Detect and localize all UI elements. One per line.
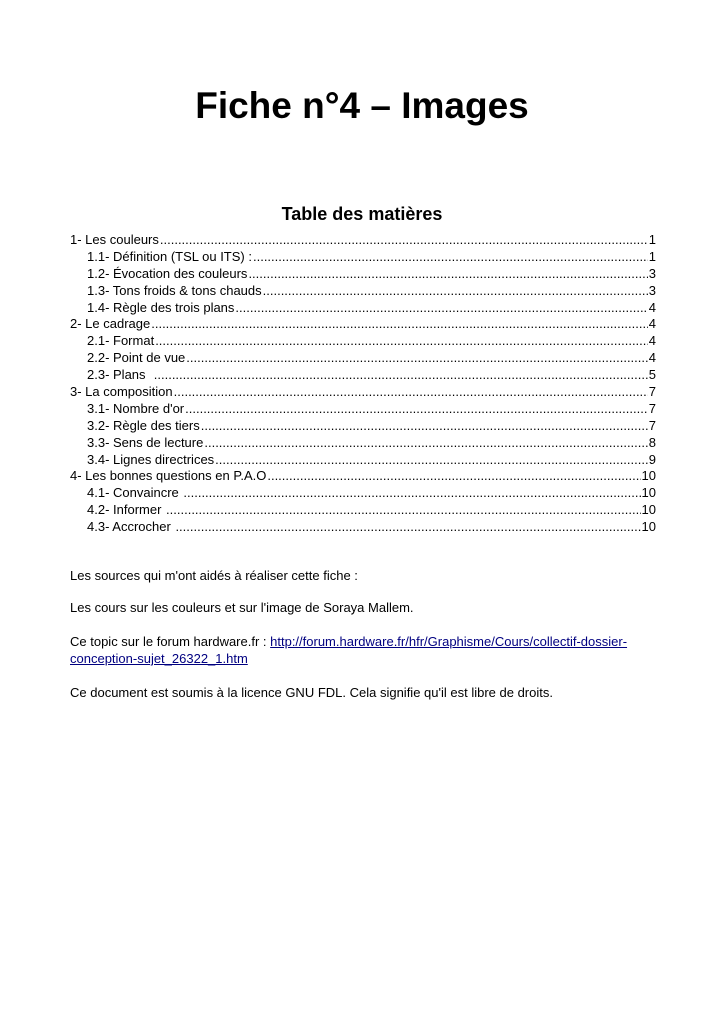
toc-entry[interactable] (70, 401, 656, 418)
table-of-contents (70, 232, 656, 536)
toc-entry-text: 2.3- Plans (87, 367, 153, 383)
toc-entry-page: 10 (641, 468, 656, 484)
page-title: Fiche n°4 – Images (195, 85, 529, 126)
toc-entry[interactable] (70, 468, 656, 485)
toc-entry[interactable] (70, 232, 656, 249)
toc-entry[interactable] (70, 502, 656, 519)
toc-heading: Table des matières (281, 204, 443, 224)
toc-entry-text: 1.1- Définition (TSL ou ITS) : (87, 248, 252, 264)
toc-dot-leader (263, 283, 648, 300)
toc-dot-leader (155, 333, 648, 350)
toc-dot-leader (185, 401, 648, 418)
toc-entry[interactable] (70, 316, 656, 333)
source-2-link[interactable]: http://forum.hardware.fr/hfr/Graphisme/Cours/collectif-dossier-conception-sujet_26322_1.htm (70, 634, 628, 666)
toc-entry-text: 3.3- Sens de lecture (87, 434, 204, 450)
toc-entry-text: 1- Les couleurs (70, 232, 159, 247)
toc-dot-leader (248, 266, 647, 283)
toc-entry-text: 2- Le cadrage (70, 316, 151, 332)
toc-dot-leader (215, 452, 648, 469)
toc-dot-leader (201, 418, 648, 435)
toc-dot-leader (166, 502, 641, 519)
toc-entry[interactable] (70, 418, 656, 435)
toc-dot-leader (204, 435, 647, 452)
toc-entry-text: 3.4- Lignes directrices (87, 451, 215, 467)
toc-entry[interactable] (70, 300, 656, 317)
toc-dot-leader (160, 232, 648, 249)
toc-entry-text: 2.2- Point de vue (87, 350, 186, 366)
toc-entry-text: 3.2- Règle des tiers (87, 417, 200, 433)
toc-entry[interactable] (70, 452, 656, 469)
toc-entry[interactable] (70, 283, 656, 300)
toc-entry-text: 3- La composition (70, 384, 173, 400)
toc-entry-page: 1 (648, 248, 656, 264)
toc-entry[interactable] (70, 249, 656, 266)
toc-entry[interactable] (70, 435, 656, 452)
toc-entry-page: 3 (648, 265, 656, 281)
toc-entry-text: 4- Les bonnes questions en P.A.O (70, 468, 267, 484)
toc-dot-leader (174, 384, 648, 401)
license-text: Ce document est soumis à la licence GNU FDL. Cela signifie qu'il est libre de droits. (70, 685, 553, 700)
toc-entry-page: 4 (648, 350, 656, 366)
toc-entry-page: 5 (648, 367, 656, 383)
toc-entry-page: 3 (648, 282, 656, 298)
sources-intro: Les sources qui m'ont aidés à réaliser cette fiche : (70, 568, 358, 583)
toc-entry-text: 4.2- Informer (87, 502, 166, 518)
toc-entry-page: 4 (648, 333, 656, 349)
toc-entry[interactable] (70, 367, 656, 384)
source-1: Les cours sur les couleurs et sur l'image de Soraya Mallem. (70, 600, 414, 615)
toc-entry-text: 1.4- Règle des trois plans (87, 299, 235, 315)
toc-dot-leader (183, 485, 640, 502)
toc-entry-page: 8 (648, 434, 656, 450)
toc-entry-page: 10 (641, 485, 656, 501)
toc-entry-page: 9 (648, 451, 656, 467)
toc-entry[interactable] (70, 266, 656, 283)
toc-dot-leader (253, 249, 648, 266)
toc-dot-leader (175, 519, 640, 536)
toc-entry-page: 4 (648, 299, 656, 315)
toc-entry-page: 1 (648, 232, 656, 247)
toc-entry-page: 7 (648, 400, 656, 416)
toc-dot-leader (151, 316, 648, 333)
toc-entry[interactable] (70, 519, 656, 536)
toc-dot-leader (186, 350, 647, 367)
toc-dot-leader (267, 468, 640, 485)
toc-entry-text: 4.1- Convaincre (87, 485, 183, 501)
toc-entry-text: 1.3- Tons froids & tons chauds (87, 282, 262, 298)
toc-entry[interactable] (70, 333, 656, 350)
toc-entry[interactable] (70, 485, 656, 502)
toc-entry-page: 7 (648, 384, 656, 400)
toc-entry-page: 10 (641, 502, 656, 518)
toc-entry[interactable] (70, 384, 656, 401)
toc-entry-text: 3.1- Nombre d'or (87, 400, 185, 416)
toc-entry-page: 7 (648, 417, 656, 433)
toc-entry[interactable] (70, 350, 656, 367)
toc-dot-leader (154, 367, 648, 384)
source-2-prefix: Ce topic sur le forum hardware.fr : (70, 634, 271, 649)
toc-entry-text: 2.1- Format (87, 333, 155, 349)
source-2 (70, 634, 660, 668)
toc-entry-text: 4.3- Accrocher (87, 519, 175, 535)
toc-dot-leader (235, 300, 647, 317)
toc-entry-text: 1.2- Évocation des couleurs (87, 265, 248, 281)
toc-entry-page: 4 (648, 316, 656, 332)
toc-entry-page: 10 (641, 519, 656, 535)
